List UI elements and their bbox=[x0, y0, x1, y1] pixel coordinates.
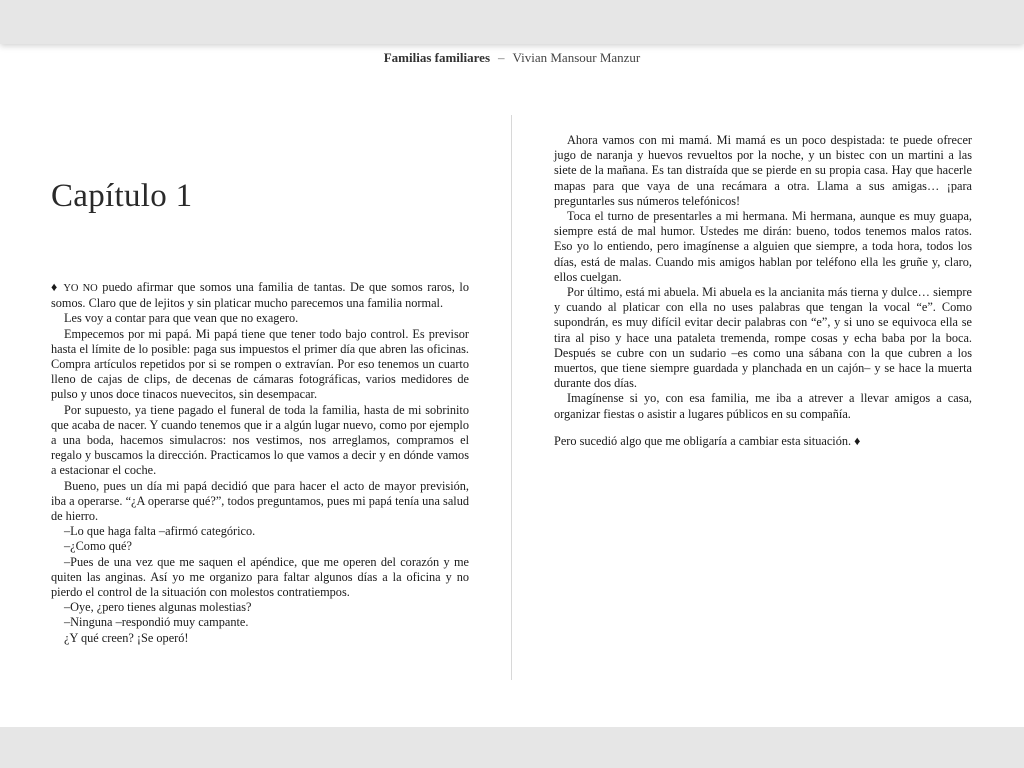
paragraph: –Pues de una vez que me saquen el apéndice, que me operen del corazón y me quiten las anginas. Así yo me organizo para faltar algunos días a la oficina y no pierdo el control de la situación con molestos contratiempos. bbox=[51, 554, 469, 600]
paragraph: –Oye, ¿pero tienes algunas molestias? bbox=[64, 600, 252, 615]
book-title: Familias familiares bbox=[383, 50, 491, 65]
header-separator: – bbox=[498, 50, 505, 65]
paragraph: Por supuesto, ya tiene pagado el funeral de toda la familia, hasta de mi sobrinito que acaba de nacer. Y cuando tenemos que ir a algún lugar nuevo, como por ejemplo a una boda, hacemos simulacros: nos vestimos, nos arreglamos, compramos el regalo y buscamos la dirección. Practicamos lo que vamos a decir y en dónde vamos a estacionar el coche. bbox=[51, 402, 469, 478]
page-divider bbox=[511, 115, 512, 680]
opening-text: puedo afirmar que somos una familia de tantas. De que somos raros, lo somos. Claro que de lejitos y sin platicar mucho parecemos una familia normal. bbox=[51, 280, 469, 311]
paragraph: –Ninguna –respondió muy campante. bbox=[64, 615, 249, 630]
chapter-title: Capítulo 1 bbox=[51, 178, 193, 214]
top-toolbar bbox=[0, 0, 1024, 44]
paragraph: –Lo que haga falta –afirmó categórico. bbox=[64, 524, 256, 539]
paragraph: Ahora vamos con mi mamá. Mi mamá es un poco despistada: te puede ofrecer jugo de naranja y huevos revueltos por la noche, y un bistec con un martini a las siete de la mañana. Es tan distraída que se pierde en su propia casa. Hay que hacerle mapas para que vaya de una recámara a otra. Llama a sus amigas… ¡para preguntarles sus números telefónicos! bbox=[554, 133, 972, 208]
paragraph: Bueno, pues un día mi papá decidió que para hacer el acto de mayor previsión, iba a operarse. “¿A operarse qué?”, todos preguntamos, pues mi papá tenía una salud de hierro. bbox=[51, 478, 469, 524]
bottom-toolbar bbox=[0, 727, 1024, 768]
left-page bbox=[51, 280, 469, 646]
diamond-ornament-icon: ♦ bbox=[854, 433, 861, 448]
author-name: Vivian Mansour Manzur bbox=[512, 50, 641, 65]
paragraph: Les voy a contar para que vean que no exagero. bbox=[64, 311, 299, 326]
paragraph: Toca el turno de presentarles a mi hermana. Mi hermana, aunque es muy guapa, siempre está de mal humor. Ustedes me dirán: bueno, todos tenemos malos ratos. Eso yo lo entiendo, pero imagínense a alguien que siempre, a toda hora, todos los días, está de malas. Cuando mis amigos hablan por teléfono ella les gruñe y, claro, ellos cuelgan. bbox=[554, 209, 972, 284]
running-header bbox=[0, 50, 1024, 66]
small-caps-opening: YO NO bbox=[63, 283, 98, 294]
paragraph: Empecemos por mi papá. Mi papá tiene que tener todo bajo control. Es previsor hasta el límite de lo posible: paga sus impuestos el primer día que abren las oficinas. Compra artículos repetidos por si se rompen o extravían. Por eso tenemos un cuarto lleno de cajas de clips, de decenas de cámaras fotográficas, varios medidores de pulso y unos doce tinacos nuevecitos, sin desempacar. bbox=[51, 326, 469, 402]
opening-paragraph bbox=[51, 280, 469, 311]
paragraph: Imagínense si yo, con esa familia, me iba a atrever a llevar amigos a casa, organizar fiestas o asistir a lugares públicos en su compañía. bbox=[554, 391, 972, 421]
paragraph: Por último, está mi abuela. Mi abuela es la ancianita más tierna y dulce… siempre y cuando al platicar con ella no uses palabras que tengan la vocal “e”. Como supondrán, es muy difícil evitar decir palabras con “e”, y si uno se equivoca ella se tira al piso y hace una pataleta tremenda, rompe cosas y echa baba por la boca. Después se cubre con un sudario –es como una sábana con la que cubren a los muertos, que tiene siempre guardada y planchada en un cajón– y se hace la muerta durante dos días. bbox=[554, 285, 972, 391]
paragraph: ¿Y qué creen? ¡Se operó! bbox=[64, 630, 189, 645]
diamond-ornament-icon: ♦ bbox=[51, 280, 59, 294]
paragraph: –¿Como qué? bbox=[64, 539, 132, 554]
right-page bbox=[554, 133, 972, 449]
closing-paragraph bbox=[554, 434, 972, 449]
closing-text: Pero sucedió algo que me obligaría a cambiar esta situación. bbox=[554, 433, 852, 448]
